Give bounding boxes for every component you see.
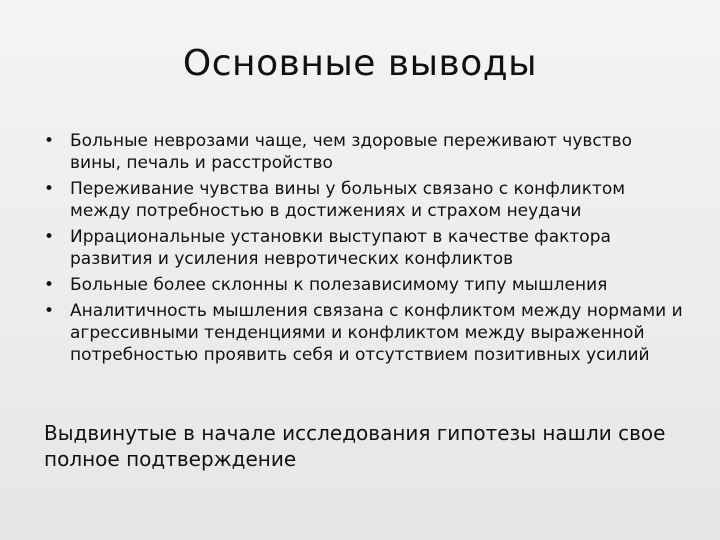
bullet-text: Больные более склонны к полезависимому типу мышления <box>70 275 608 295</box>
bullet-marker: • <box>44 301 55 321</box>
bullet-item <box>44 274 684 296</box>
bullet-text: Аналитичность мышления связана с конфликтом между нормами и агрессивными тенденциями и конфликтом между выраженной потребностью проявить себя и отсутствием позитивных усилий <box>70 301 683 365</box>
bullet-item <box>44 300 684 366</box>
bullet-item <box>44 226 684 270</box>
bullet-item <box>44 178 684 222</box>
bullet-text: Иррациональные установки выступают в качестве фактора развития и усиления невротических конфликтов <box>70 227 611 269</box>
bullet-item <box>44 130 684 174</box>
bullet-marker: • <box>44 131 55 151</box>
bullet-text: Переживание чувства вины у больных связано с конфликтом между потребностью в достижениях и страхом неудачи <box>70 179 626 221</box>
bullet-list <box>44 130 684 370</box>
bullet-marker: • <box>44 179 55 199</box>
bullet-marker: • <box>44 227 55 247</box>
slide-title: Основные выводы <box>182 43 538 84</box>
conclusion-text: Выдвинутые в начале исследования гипотезы нашли свое полное подтверждение <box>44 421 666 471</box>
bullet-text: Больные неврозами чаще, чем здоровые переживают чувство вины, печаль и расстройство <box>70 131 633 173</box>
bullet-marker: • <box>44 275 55 295</box>
